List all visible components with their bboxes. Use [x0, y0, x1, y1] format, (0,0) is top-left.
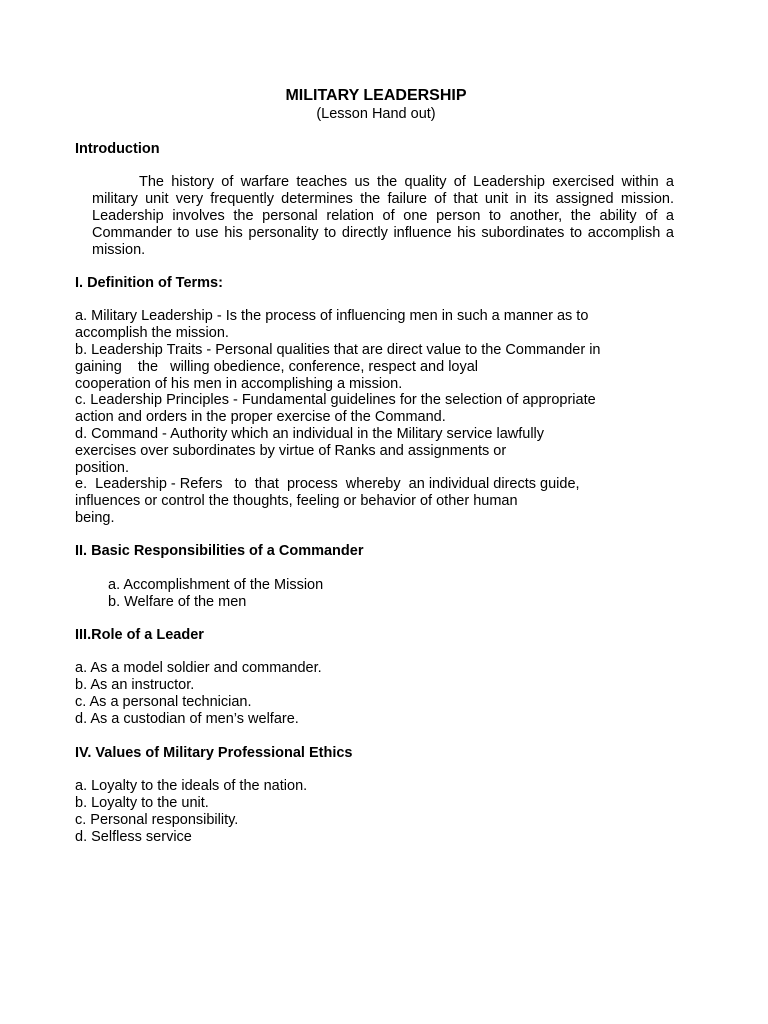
definition-line: exercises over subordinates by virtue of Ranks and assignments or	[75, 443, 507, 459]
list-item: b. As an instructor.	[75, 677, 195, 693]
list-item: c. Personal responsibility.	[75, 812, 239, 828]
document-subtitle: (Lesson Hand out)	[316, 106, 436, 122]
definition-line: cooperation of his men in accomplishing a mission.	[75, 376, 403, 392]
list-item: c. As a personal technician.	[75, 694, 252, 710]
definition-line: influences or control the thoughts, feeling or behavior of other human	[75, 493, 518, 509]
definitions-heading: I. Definition of Terms:	[75, 275, 223, 291]
responsibilities-list	[108, 577, 323, 611]
list-item: b. Welfare of the men	[108, 594, 247, 610]
definition-line: accomplish the mission.	[75, 325, 229, 341]
document-title: MILITARY LEADERSHIP	[285, 87, 467, 104]
list-item: a. Accomplishment of the Mission	[108, 577, 324, 593]
definition-line: being.	[75, 510, 115, 526]
definition-line: position.	[75, 460, 130, 476]
definition-line: b. Leadership Traits - Personal qualities that are direct value to the Commander in	[75, 342, 601, 358]
responsibilities-heading: II. Basic Responsibilities of a Commander	[75, 543, 364, 559]
introduction-paragraph: The history of warfare teaches us the quality of Leadership exercised within a military unit very frequently determines the failure of that unit in its assigned mission. Leadership involves the personal relation of one person to another, the ability of a Commander to use his personality to directly influence his subordinates to accomplish a mission.	[92, 174, 674, 258]
list-item: d. Selfless service	[75, 829, 192, 845]
values-heading: IV. Values of Military Professional Ethics	[75, 745, 353, 761]
list-item: b. Loyalty to the unit.	[75, 795, 209, 811]
list-item: d. As a custodian of men’s welfare.	[75, 711, 299, 727]
role-heading: III.Role of a Leader	[75, 627, 204, 643]
definition-line: action and orders in the proper exercise of the Command.	[75, 409, 446, 425]
list-item: a. As a model soldier and commander.	[75, 660, 322, 676]
list-item: a. Loyalty to the ideals of the nation.	[75, 778, 308, 794]
definition-line: gaining the willing obedience, conference, respect and loyal	[75, 359, 479, 375]
definition-line: e. Leadership - Refers to that process whereby an individual directs guide,	[75, 476, 580, 492]
definition-line: c. Leadership Principles - Fundamental guidelines for the selection of appropriate	[75, 392, 596, 408]
introduction-heading: Introduction	[75, 141, 160, 157]
definition-line: d. Command - Authority which an individual in the Military service lawfully	[75, 426, 545, 442]
definition-line: a. Military Leadership - Is the process of influencing men in such a manner as to	[75, 308, 589, 324]
